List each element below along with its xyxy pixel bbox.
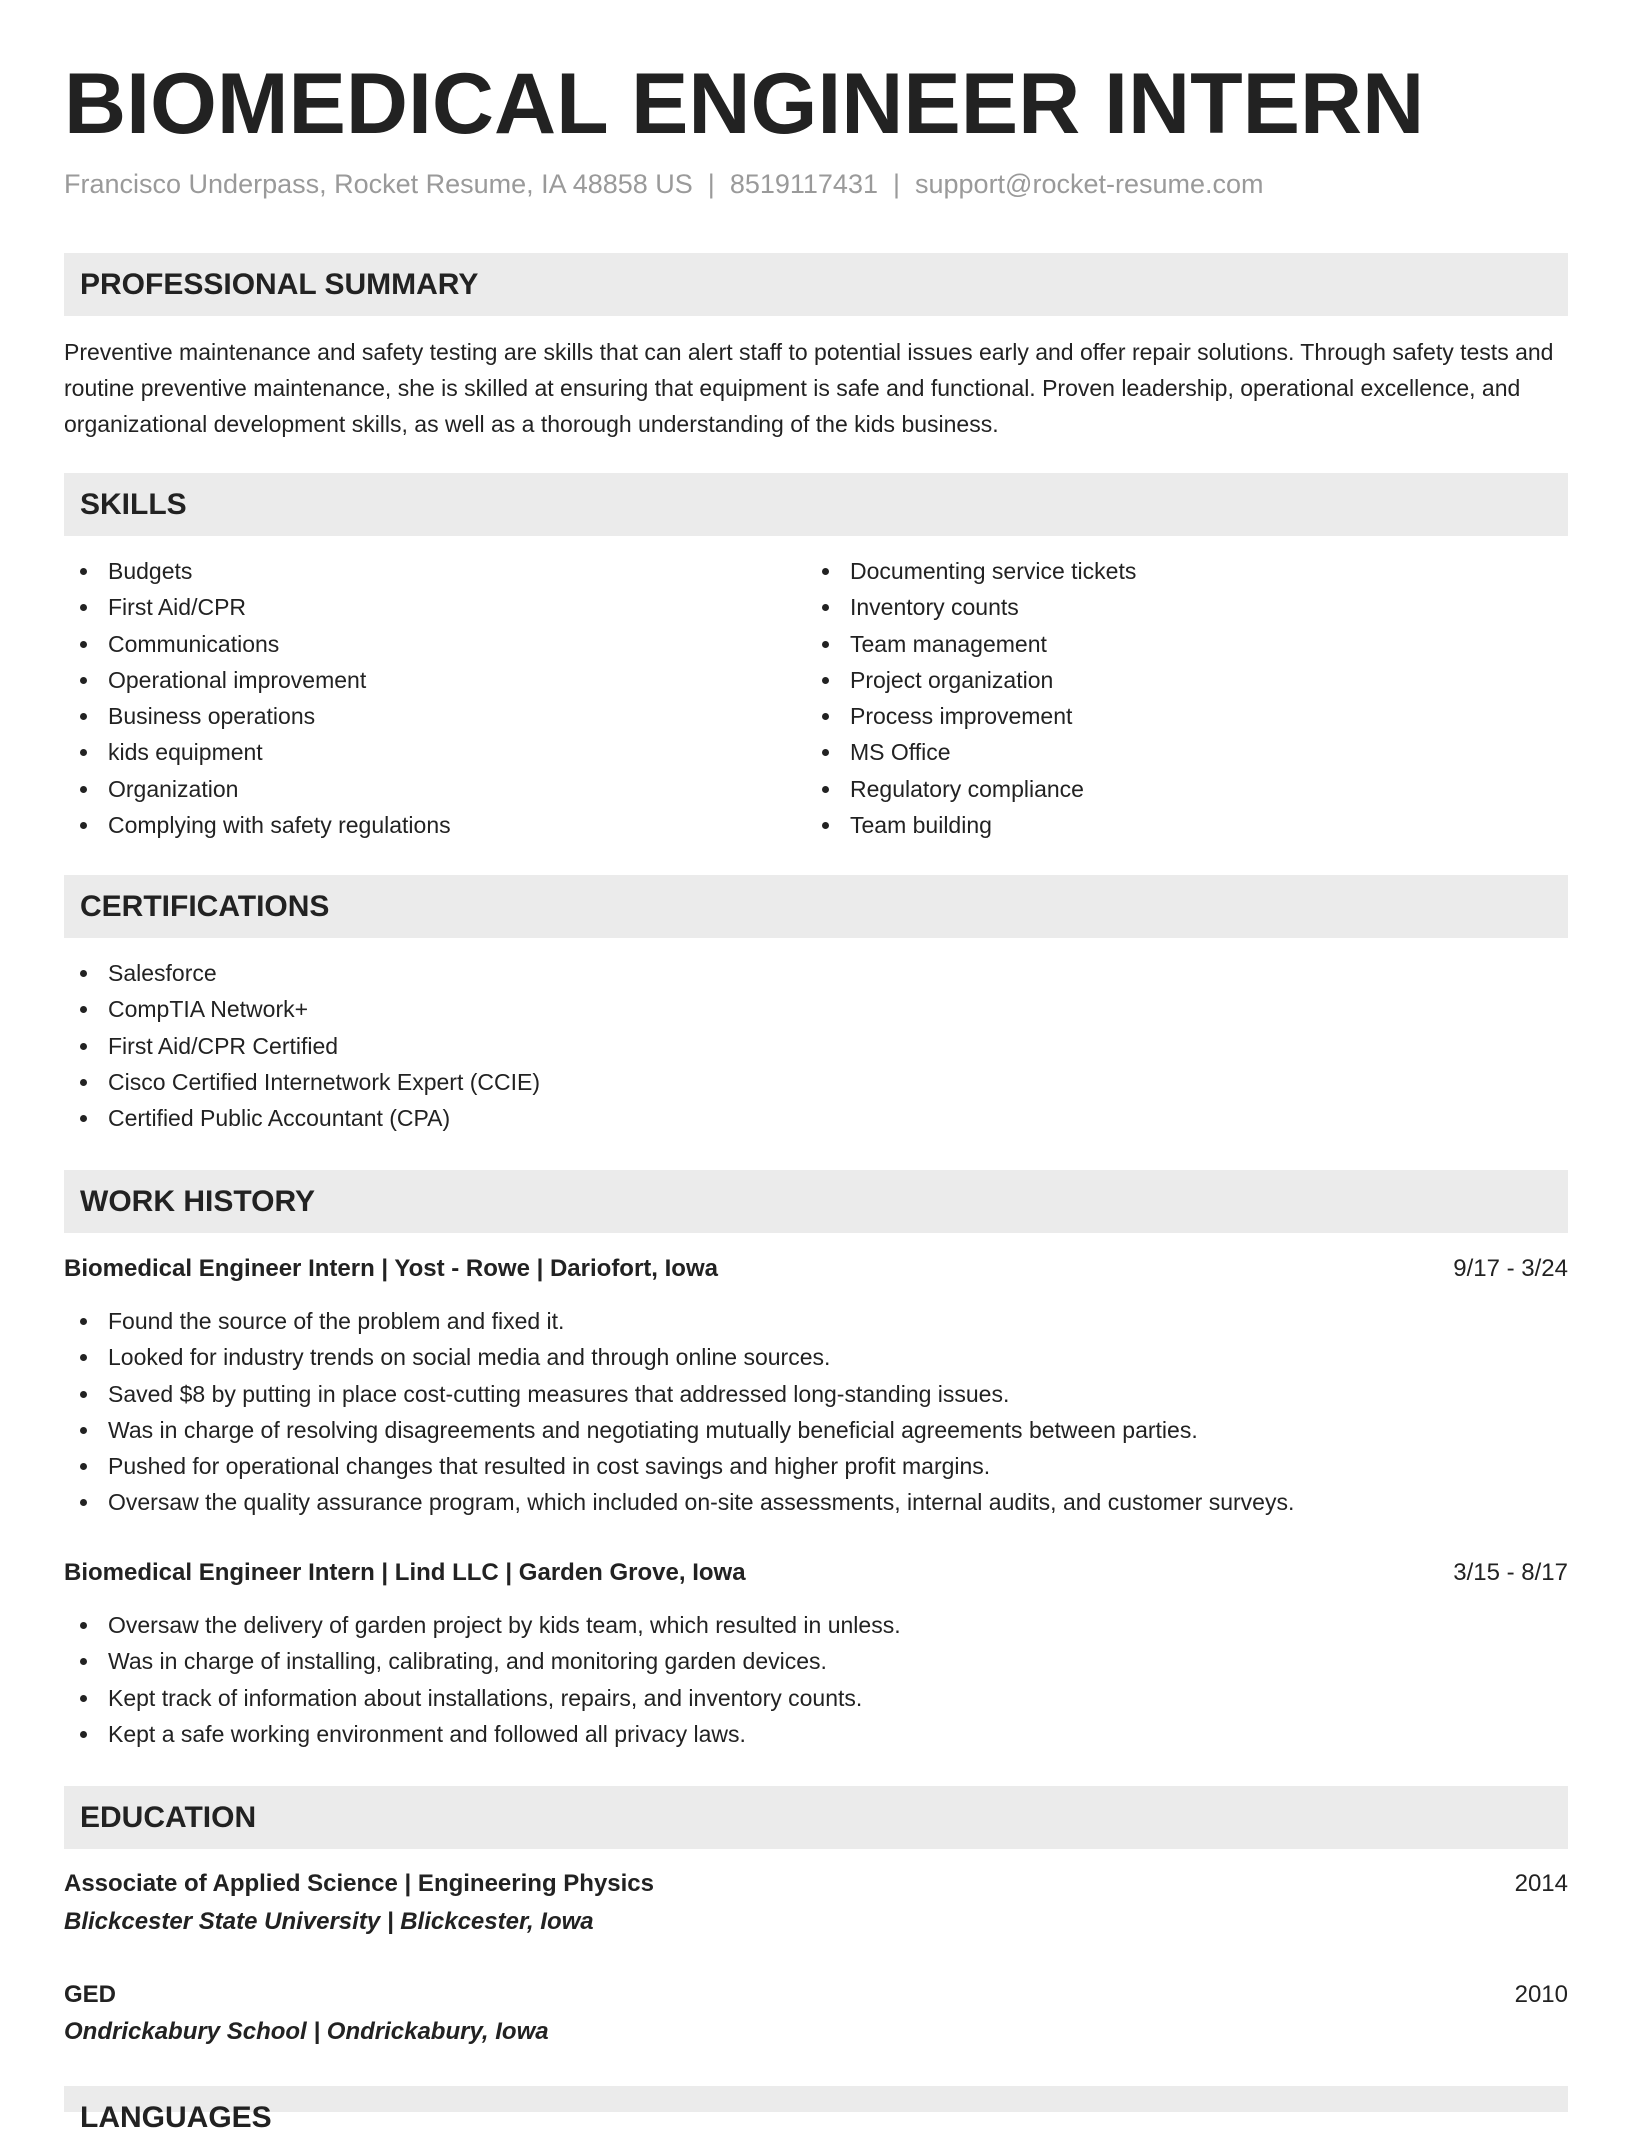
summary-text: Preventive maintenance and safety testing are skills that can alert staff to potential issues early and offer repair solutions. Through safety tests and routine preventive maintenance, she is skilled at ensuring that equipment is safe and functional. Proven leadership, operational excellence, and organizational development skills, as well as a thorough understanding of the kids business. (64, 339, 1554, 437)
skill-item: Inventory counts (806, 589, 1546, 625)
skill-item: Team management (806, 626, 1546, 662)
job-dates: 9/17 - 3/24 (1453, 1255, 1568, 1282)
skill-item: Budgets (64, 553, 804, 589)
skills-section-header (64, 473, 1568, 536)
skill-item: Process improvement (806, 698, 1546, 734)
education-heading: EDUCATION (80, 1801, 257, 1834)
skills-heading: SKILLS (80, 488, 187, 521)
skill-item: kids equipment (64, 734, 804, 770)
job-title: Biomedical Engineer Intern | Yost - Rowe | Dariofort, Iowa (64, 1255, 718, 1282)
skill-item: Communications (64, 626, 804, 662)
education-school: Blickcester State University | Blickcester, Iowa (64, 1908, 594, 1935)
summary-section-header (64, 253, 1568, 316)
education-section-header (64, 1786, 1568, 1849)
job-dates: 3/15 - 8/17 (1453, 1559, 1568, 1586)
certification-item: Salesforce (64, 955, 1568, 991)
skill-item: First Aid/CPR (64, 589, 804, 625)
skill-item: Organization (64, 771, 804, 807)
job-title: Biomedical Engineer Intern | Lind LLC | Garden Grove, Iowa (64, 1559, 746, 1586)
skill-item: Regulatory compliance (806, 771, 1546, 807)
skill-item: Documenting service tickets (806, 553, 1546, 589)
job-bullets (64, 1303, 1568, 1521)
job-bullet: Pushed for operational changes that resulted in cost savings and higher profit margins. (64, 1448, 1568, 1484)
certification-item: Cisco Certified Internetwork Expert (CCIE) (64, 1064, 1568, 1100)
skill-item: Team building (806, 807, 1546, 843)
job-bullet: Oversaw the quality assurance program, which included on-site assessments, internal audits, and customer surveys. (64, 1484, 1568, 1520)
job-bullet: Looked for industry trends on social media and through online sources. (64, 1339, 1568, 1375)
certification-item: CompTIA Network+ (64, 991, 1568, 1027)
contact-line (64, 166, 1264, 202)
contact-separator: | (707, 169, 715, 199)
candidate-name: BIOMEDICAL ENGINEER INTERN (64, 56, 1425, 152)
job-bullet: Oversaw the delivery of garden project by kids team, which resulted in unless. (64, 1607, 1568, 1643)
education-school: Ondrickabury School | Ondrickabury, Iowa (64, 2018, 549, 2045)
education-degree: Associate of Applied Science | Engineering Physics (64, 1870, 655, 1897)
education-year: 2010 (1514, 1981, 1568, 2008)
certifications-list (64, 955, 1568, 1136)
languages-heading: LANGUAGES (80, 2101, 272, 2134)
job-bullet: Found the source of the problem and fixed it. (64, 1303, 1568, 1339)
skill-item: Operational improvement (64, 662, 804, 698)
skills-list-left (64, 553, 804, 843)
certification-item: First Aid/CPR Certified (64, 1028, 1568, 1064)
certifications-section-header (64, 875, 1568, 938)
certification-item: Certified Public Accountant (CPA) (64, 1100, 1568, 1136)
work-history-heading: WORK HISTORY (80, 1185, 316, 1218)
education-degree: GED (64, 1981, 117, 2008)
skill-item: Complying with safety regulations (64, 807, 804, 843)
certifications-heading: CERTIFICATIONS (80, 890, 330, 923)
skill-item: Project organization (806, 662, 1546, 698)
job-bullets (64, 1607, 1568, 1752)
job-bullet: Was in charge of installing, calibrating, and monitoring garden devices. (64, 1643, 1568, 1679)
work-history-section-header (64, 1170, 1568, 1233)
skills-list-right (806, 553, 1546, 843)
education-year: 2014 (1514, 1870, 1568, 1897)
contact-separator: | (892, 169, 900, 199)
languages-section-header (64, 2086, 1568, 2134)
summary-heading: PROFESSIONAL SUMMARY (80, 268, 479, 301)
job-bullet: Kept a safe working environment and followed all privacy laws. (64, 1716, 1568, 1752)
job-bullet: Saved $8 by putting in place cost-cutting measures that addressed long-standing issues. (64, 1376, 1568, 1412)
skill-item: Business operations (64, 698, 804, 734)
contact-phone: 8519117431 (729, 169, 878, 199)
contact-address: Francisco Underpass, Rocket Resume, IA 48858 US (64, 169, 693, 199)
skill-item: MS Office (806, 734, 1546, 770)
contact-email: support@rocket-resume.com (915, 169, 1264, 199)
job-bullet: Kept track of information about installations, repairs, and inventory counts. (64, 1680, 1568, 1716)
job-bullet: Was in charge of resolving disagreements and negotiating mutually beneficial agreements between parties. (64, 1412, 1568, 1448)
